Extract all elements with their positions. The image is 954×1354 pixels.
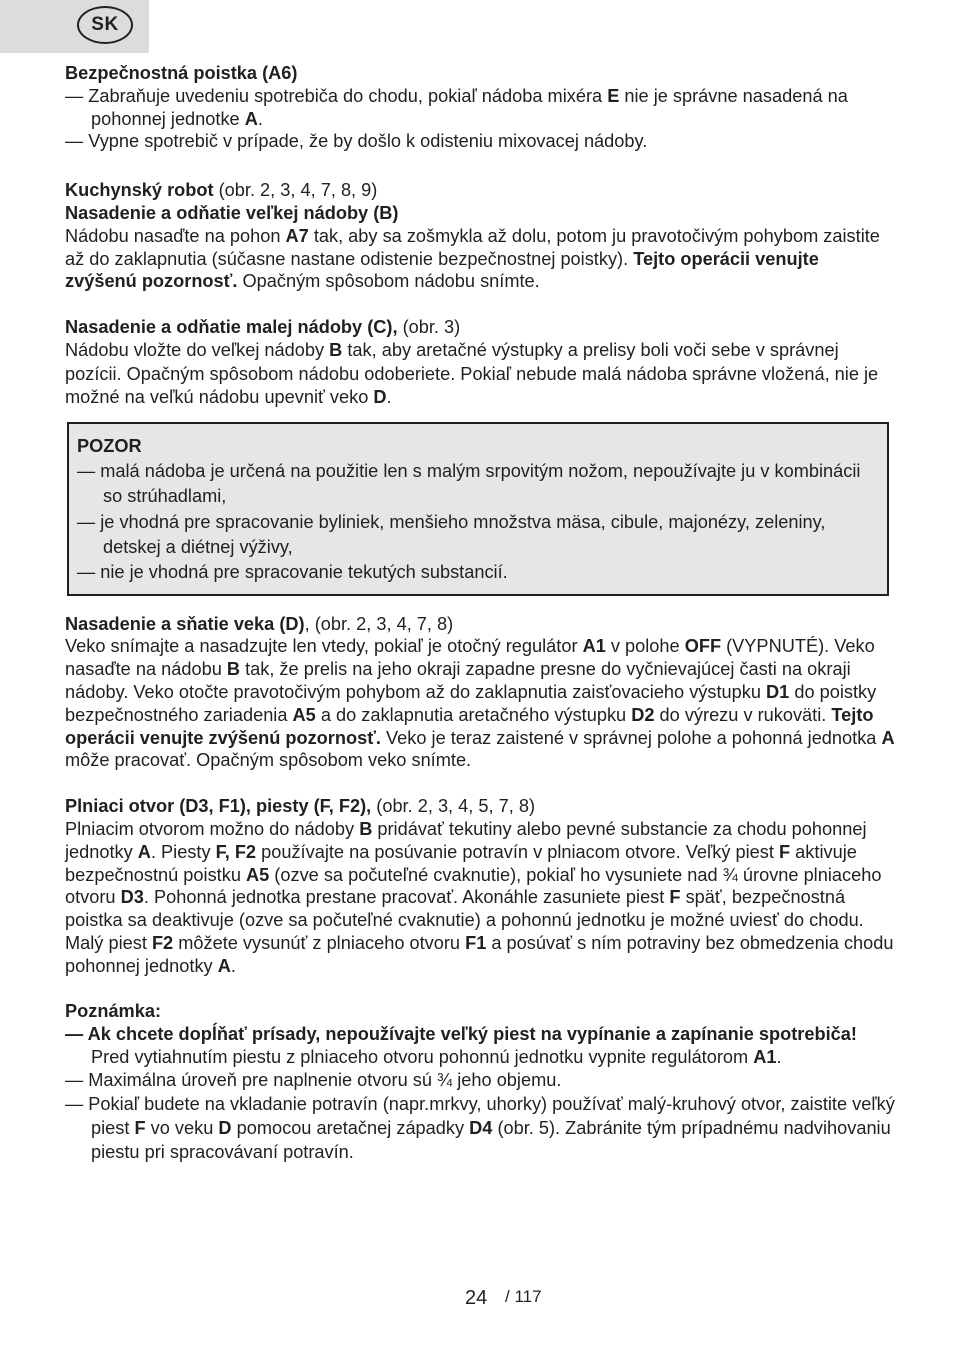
text-run: F, F2 <box>215 841 257 862</box>
text-run: pridávať tekutiny alebo pevné substancie za chodu pohonnej jednotky <box>65 818 867 862</box>
text-run: D3 <box>120 887 144 908</box>
text-run: B <box>359 818 373 839</box>
text-run: A <box>137 841 151 862</box>
text-run: F <box>669 887 681 908</box>
section-feed-text-1 <box>65 818 895 932</box>
safety-item-1: — Zabraňuje uvedeniu spotrebiča do chodu, pokiaľ nádoba mixéra E nie je správne nasadená na pohonnej jednotke A. <box>65 85 848 129</box>
text-run: vo veku <box>145 1117 219 1138</box>
text-run: . <box>230 955 236 976</box>
text-run: môžete vysunúť z plniaceho otvoru <box>173 932 466 953</box>
section-feed-text-2 <box>65 932 895 978</box>
text-run: . <box>776 1047 782 1068</box>
text-run: Plniacim otvorom možno do nádoby <box>65 818 360 839</box>
text-run: A5 <box>246 864 270 885</box>
text-run: a posúvať s ním potraviny bez obmedzenia chodu pohonnej jednotky <box>65 932 894 976</box>
text-run: A <box>217 955 231 976</box>
warning-item-3: — nie je vhodná pre spracovanie tekutých substancií. <box>77 562 508 583</box>
text-run: F <box>134 1117 146 1138</box>
section-large-bowl-title: Nasadenie a odňatie veľkej nádoby (B) <box>65 202 399 223</box>
warning-item-2: — je vhodná pre spracovanie byliniek, menšieho množstva mäsa, cibule, majonézy, zeleniny, detskej a diétnej výživy, <box>77 511 826 557</box>
safety-item-2: — Vypne spotrebič v prípade, že by došlo k odisteniu mixovacej nádoby. <box>65 131 648 152</box>
section-robot-title: Kuchynský robot (obr. 2, 3, 4, 7, 8, 9) <box>65 180 378 201</box>
section-large-bowl-text: Nádobu nasaďte na pohon A7 tak, aby sa zošmykla až dolu, potom ju pravotočivým pohybom zaistite až do zaklapnutia (súčasne nastane odistenie bezpečnostnej poistky). Tejto operácii venujte zvýšenú pozornosť. Opačným spôsobom nádobu snímte. <box>65 225 880 292</box>
text-run: používajte na posúvanie potravín v plniacom otvore. Veľký piest <box>256 841 779 862</box>
section-small-bowl-text: Nádobu vložte do veľkej nádoby B tak, aby aretačné výstupky a prelisy boli voči sebe v správnej pozícii. Opačným spôsobom nádobu odoberiete. Pokiaľ nebude malá nádoba správne vložená, nie je možné na veľkú nádobu upevniť veko D. <box>65 339 879 408</box>
section-small-bowl-title: Nasadenie a odňatie malej nádoby (C), (obr. 3) <box>65 317 461 338</box>
text-run: späť, bezpečnostná poistka sa deaktivuje (ozve sa počuteľné cvaknutie) a pohonnú jednotku je možné uviesť do chodu. <box>65 887 864 931</box>
text-run: D <box>218 1117 232 1138</box>
warning-item-1: — malá nádoba je určená na použitie len s malým srpovitým nožom, nepoužívajte ju v kombinácii so strúhadlami, <box>77 461 861 507</box>
note-item-1 <box>65 1023 895 1069</box>
language-badge: SK <box>77 6 133 44</box>
section-lid-title: Nasadenie a sňatie veka (D), (obr. 2, 3, 4, 7, 8) <box>65 613 454 634</box>
manual-content <box>65 62 895 1164</box>
text-run: Pred vytiahnutím piestu z plniaceho otvoru pohonnú jednotku vypnite regulátorom <box>91 1047 754 1068</box>
note-item-3 <box>65 1092 895 1164</box>
text-run: . Pohonná jednotka prestane pracovať. Akonáhle zasuniete piest <box>143 887 670 908</box>
text-run: . Piesty <box>150 841 216 862</box>
text-run: — Ak chcete dopĺňať prísady, nepoužívajte veľký piest na vypínanie a zapínanie spotrebiča! <box>65 1024 857 1045</box>
text-run: — Pokiaľ budete na vkladanie potravín (napr.mrkvy, uhorky) používať malý-kruhový otvor, zaistite veľký piest <box>65 1093 895 1138</box>
text-run: pomocou aretačnej západky <box>231 1117 470 1138</box>
language-tab <box>0 0 149 53</box>
text-run: D4 <box>469 1117 493 1138</box>
section-note-title: Poznámka: <box>65 1001 162 1022</box>
warning-title: POZOR <box>77 435 142 456</box>
text-run: (ozve sa počuteľné cvaknutie), pokiaľ ho vysuniete nad ¾ úrovne plniaceho otvoru <box>65 864 882 908</box>
section-safety-title: Bezpečnostná poistka (A6) <box>65 63 298 83</box>
text-run: aktivuje bezpečnostnú poistku <box>65 841 857 885</box>
warning-box <box>67 422 889 596</box>
text-run: (obr. 5). Zabránite tým prípadnému nadvihovaniu piestu pri spracovávaní potravín. <box>91 1117 891 1162</box>
page-current: 24 <box>465 1287 488 1309</box>
page-total: / 117 <box>505 1287 542 1306</box>
section-feed-title: Plniaci otvor (D3, F1), piesty (F, F2), (obr. 2, 3, 4, 5, 7, 8) <box>65 796 535 817</box>
text-run: F1 <box>465 932 487 953</box>
note-item-2: — Maximálna úroveň pre naplnenie otvoru sú ¾ jeho objemu. <box>65 1069 562 1090</box>
text-run: A1 <box>753 1047 777 1068</box>
text-run: F <box>779 841 791 862</box>
text-run: Malý piest <box>65 932 152 953</box>
section-lid-text: Veko snímajte a nasadzujte len vtedy, pokiaľ je otočný regulátor A1 v polohe OFF (VYPNUTÉ). Veko nasaďte na nádobu B tak, že prelis na jeho okraji zapadne presne do vyčnievajúcej časti na okraji nádoby. Veko otočte pravotočivým pohybom až do zaklapnutia zaisťovacieho výstupku D1 do poistky bezpečnostného zariadenia A5 a do zaklapnutia aretačného výstupku D2 do výrezu v rukoväti. Tejto operácii venujte zvýšenú pozornosť. Veko je teraz zaistené v správnej polohe a pohonná jednotka A môže pracovať. Opačným spôsobom veko snímte. <box>65 636 895 771</box>
text-run: F2 <box>151 932 174 953</box>
